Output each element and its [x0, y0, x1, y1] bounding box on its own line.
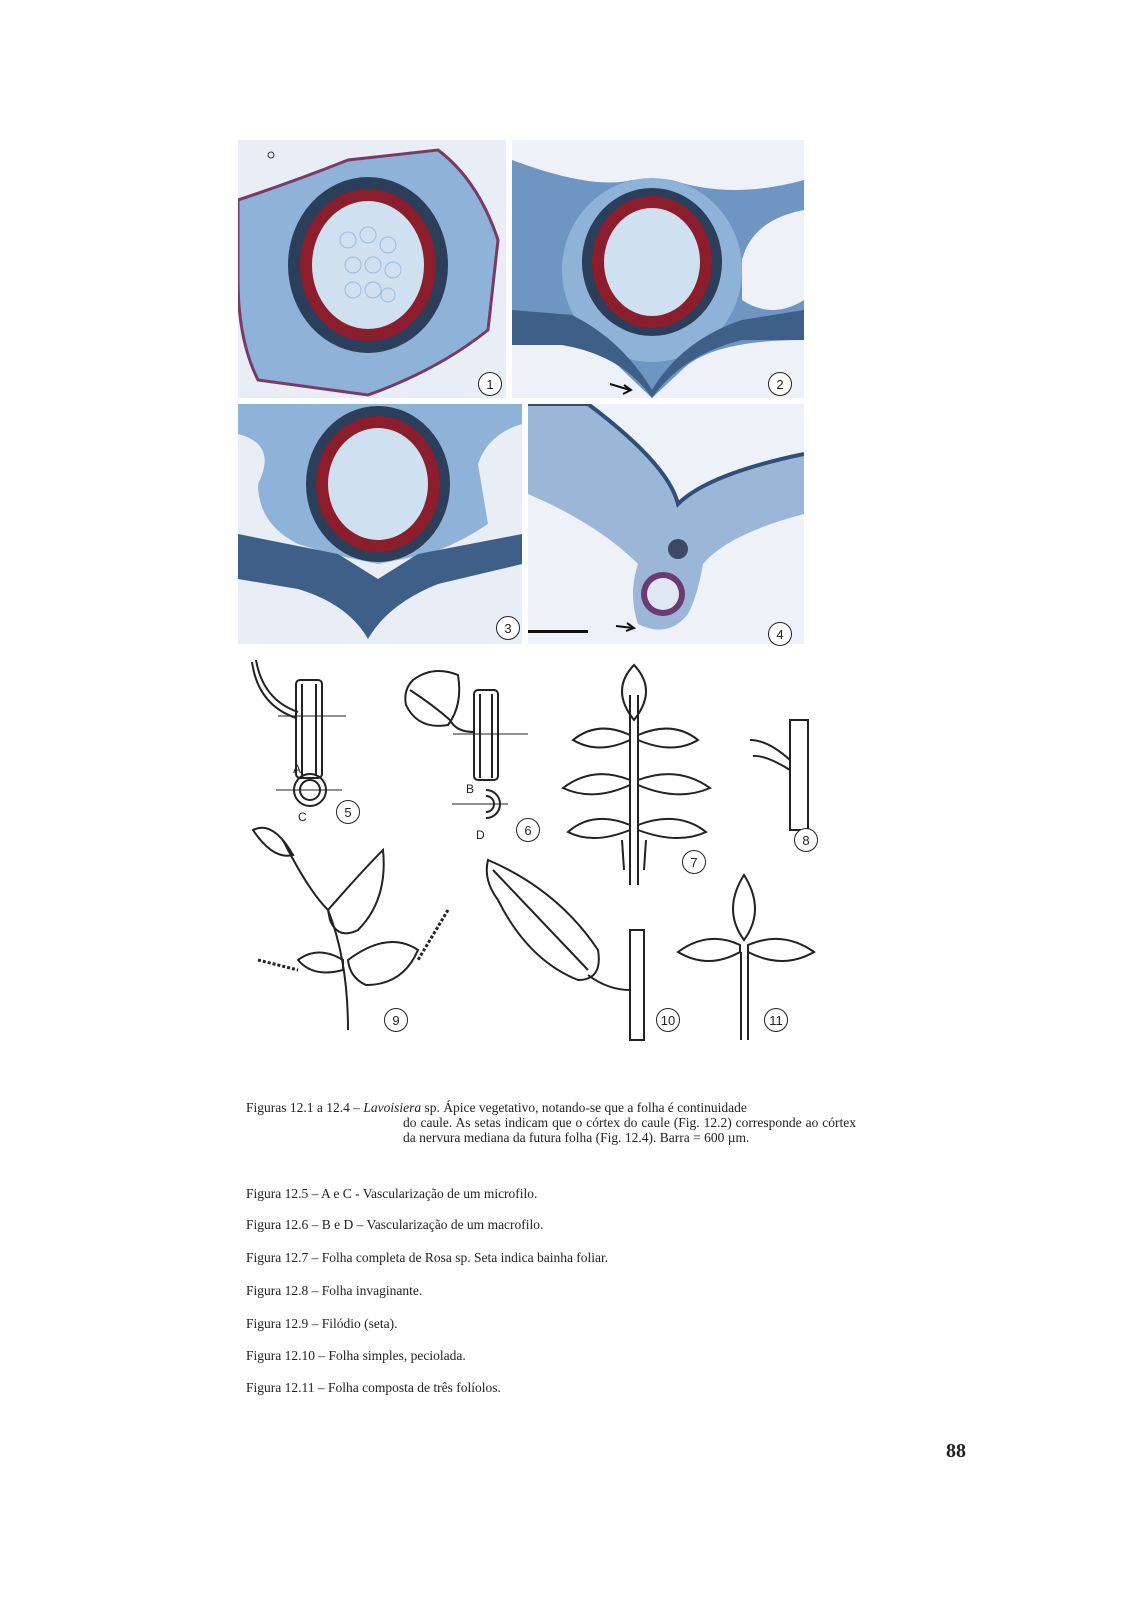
letter-a: A — [293, 762, 302, 776]
caption-label: Figuras 12.1 a 12.4 – — [246, 1100, 360, 1115]
micrograph-3 — [238, 404, 522, 644]
figure-number-9: 9 — [384, 1008, 408, 1032]
figure-number-10: 10 — [656, 1008, 680, 1032]
caption-figure-12-9: Figura 12.9 – Filódio (seta). — [246, 1316, 398, 1331]
caption-figure-12-8: Figura 12.8 – Folha invaginante. — [246, 1283, 423, 1298]
caption-figure-12-5: Figura 12.5 – A e C - Vascularização de um microfilo. — [246, 1186, 538, 1201]
caption-text-start: sp. Ápice vegetativo, notando-se que a folha é continuidade — [424, 1100, 747, 1115]
micrograph-2 — [512, 140, 804, 398]
caption-figure-12-10: Figura 12.10 – Folha simples, peciolada. — [246, 1348, 466, 1363]
caption-figure-12-7: Figura 12.7 – Folha completa de Rosa sp. Seta indica bainha foliar. — [246, 1250, 609, 1265]
figure-number-7: 7 — [682, 850, 706, 874]
micrograph-1 — [238, 140, 506, 398]
figure-number-3: 3 — [496, 616, 520, 640]
letter-b: B — [466, 782, 475, 796]
figure-number-5: 5 — [336, 800, 360, 824]
page-number: 88 — [946, 1440, 966, 1462]
caption-text-rest: do caule. As setas indicam que o córtex do caule (Fig. 12.2) corresponde ao córtex da nervura mediana da futura folha (Fig. 12.4). Barra = 600 µm. — [403, 1115, 856, 1145]
figure-number-2: 2 — [768, 372, 792, 396]
caption-figures-12-1-to-12-4 — [246, 1100, 856, 1145]
figure-number-4: 4 — [768, 622, 792, 646]
figure-number-6: 6 — [516, 818, 540, 842]
figure-number-8: 8 — [794, 828, 818, 852]
letter-d: D — [476, 828, 485, 842]
figure-number-11: 11 — [764, 1008, 788, 1032]
caption-figure-12-11: Figura 12.11 – Folha composta de três folíolos. — [246, 1380, 501, 1395]
micrograph-4 — [528, 404, 804, 644]
caption-figure-12-6: Figura 12.6 – B e D – Vascularização de um macrofilo. — [246, 1217, 544, 1232]
line-drawings — [238, 660, 848, 1060]
letter-c: C — [298, 810, 307, 824]
caption-genus: Lavoisiera — [363, 1100, 422, 1115]
figure-number-1: 1 — [478, 372, 502, 396]
